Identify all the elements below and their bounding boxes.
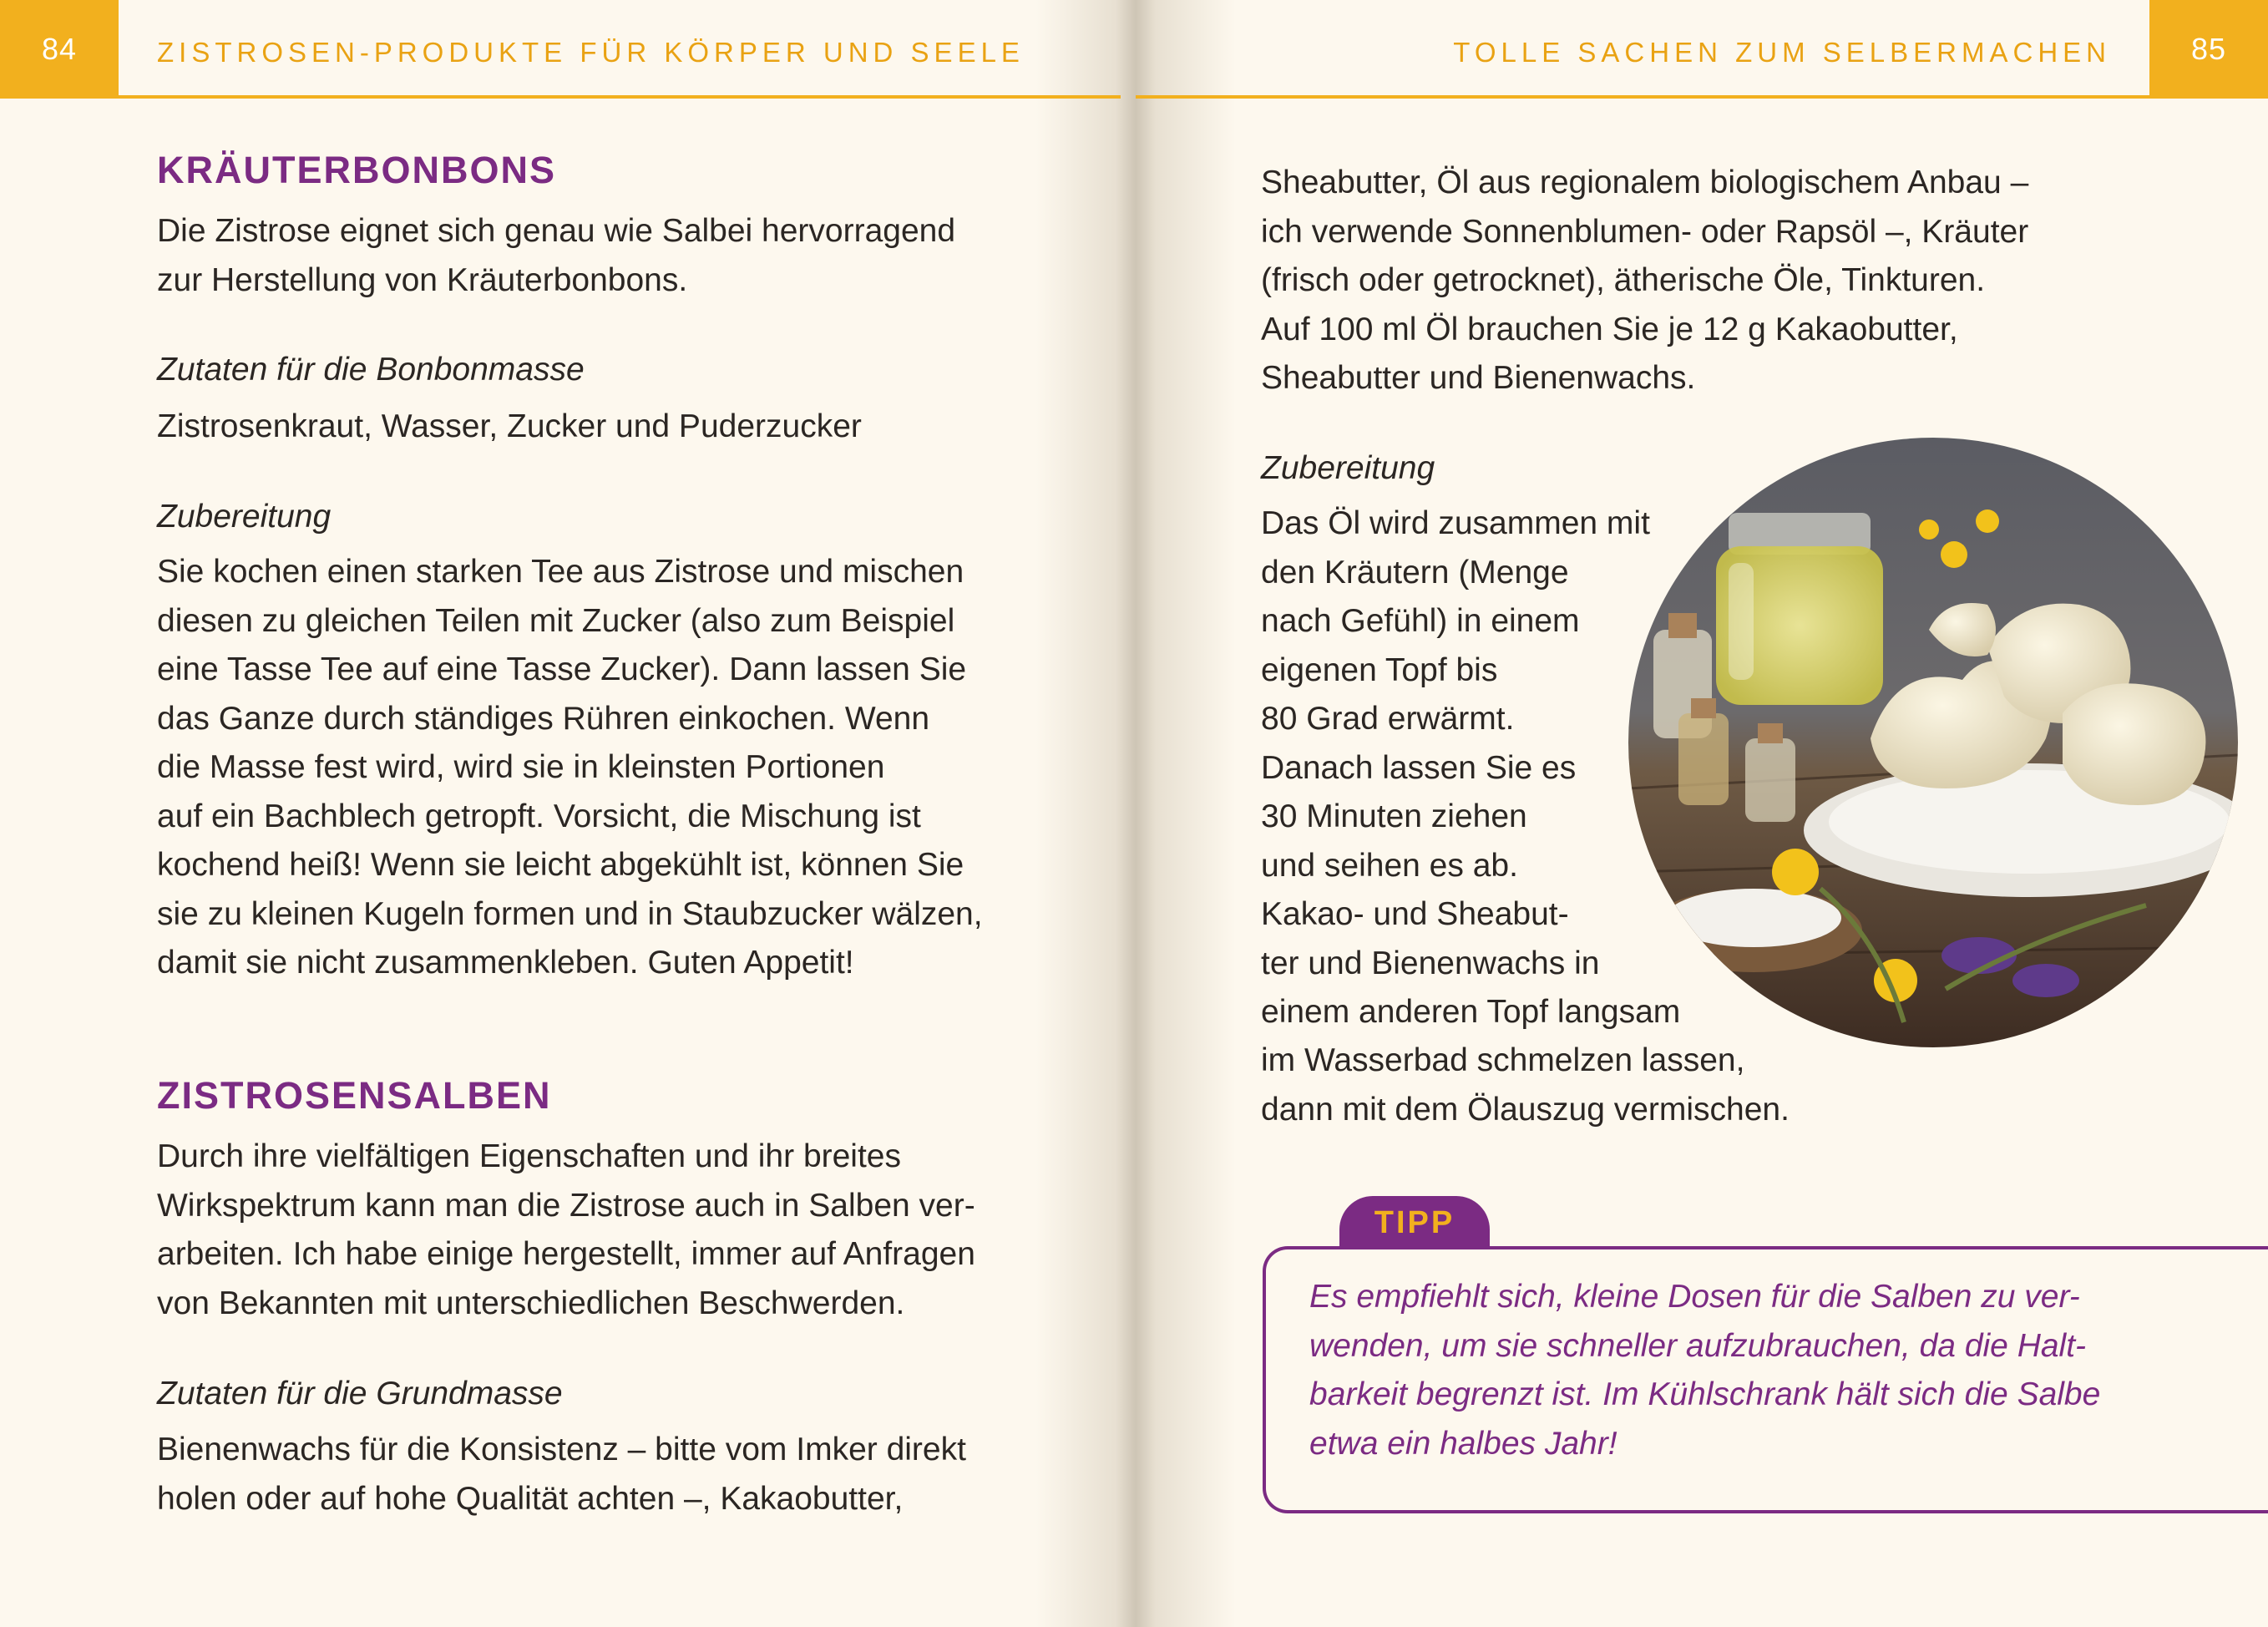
paragraph-salben-ingredients: Bienenwachs für die Konsistenz – bitte vom Imker direkt holen oder auf hohe Qualität achten –, Kakaobutter, [157, 1432, 966, 1517]
heading-kraeuterbonbons: KRÄUTERBONBONS [157, 149, 556, 191]
photo-illustration [1628, 438, 2238, 1047]
paragraph-salben-prep-end: im Wasserbad schmelzen lassen, dann mit dem Ölauszug vermischen. [1261, 1042, 1790, 1128]
heading-zistrosensalben: ZISTROSENSALBEN [157, 1074, 552, 1117]
tip-text: Es empfiehlt sich, kleine Dosen für die Salben zu ver- wenden, um sie schneller aufzubrauchen, da die Halt- barkeit begrenzt ist. Im Kühlschrank hält sich die Salbe etwa ein halbes Jahr! [1309, 1279, 2101, 1462]
photo-salve-ingredients [1628, 438, 2238, 1047]
page-number-left: 84 [0, 0, 119, 99]
header-rule-right [1136, 95, 2151, 99]
paragraph-ingredients-continued: Sheabutter, Öl aus regionalem biologischem Anbau – ich verwende Sonnenblumen- oder Rapsöl –, Kräuter (frisch oder getrocknet), ätherische Öle, Tinkturen. Auf 100 ml Öl brauchen Sie je 12 g Kakaobutter, Sheabutter und Bienenwachs. [1261, 165, 2029, 396]
paragraph-bonbon-prep: Sie kochen einen starken Tee aus Zistrose und mischen diesen zu gleichen Teilen mit Zucker (also zum Beispiel eine Tasse Tee auf eine Tasse Zucker). Dann lassen Sie das Ganze durch ständiges Rühren einkochen. Wenn die Masse fest wird, wird sie in kleinsten Portionen auf ein Bachblech getropft. Vorsicht, die Mischung ist kochend heiß! Wenn sie leicht abgekühlt ist, können Sie sie zu kleinen Kugeln formen und in Staubzucker wälzen, damit sie nicht zusammenkleben. Guten Appetit! [157, 554, 983, 981]
header-rule-left [119, 95, 1121, 99]
paragraph-bonbons-intro: Die Zistrose eignet sich genau wie Salbei hervorragend zur Herstellung von Kräuterbonbons. [157, 213, 956, 298]
tip-label: TIPP [1339, 1196, 1490, 1249]
book-gutter-shadow [1035, 0, 1236, 1627]
running-head-right: TOLLE SACHEN ZUM SELBERMACHEN [1453, 37, 2111, 68]
subheading-salben-prep: Zubereitung [1261, 450, 1435, 486]
paragraph-bonbon-ingredients: Zistrosenkraut, Wasser, Zucker und Puderzucker [157, 408, 862, 444]
subheading-salben-ingredients: Zutaten für die Grundmasse [157, 1376, 563, 1412]
subheading-bonbon-prep: Zubereitung [157, 499, 332, 535]
running-head-left: ZISTROSEN-PRODUKTE FÜR KÖRPER UND SEELE [157, 37, 1025, 68]
page-number-right: 85 [2149, 0, 2268, 99]
subheading-bonbon-ingredients: Zutaten für die Bonbonmasse [157, 352, 585, 388]
paragraph-salben-prep: Das Öl wird zusammen mit den Kräutern (Menge nach Gefühl) in einem eigenen Topf bis 80 Grad erwärmt. Danach lassen Sie es 30 Minuten ziehen und seihen es ab. Kakao- und Sheabut- ter und Bienenwachs in einem anderen Topf langsam [1261, 505, 1681, 1030]
paragraph-salben-intro: Durch ihre vielfältigen Eigenschaften und ihr breites Wirkspektrum kann man die Zistrose auch in Salben ver- arbeiten. Ich habe einige hergestellt, immer auf Anfragen von Bekannten mit unterschiedlichen Beschwerden. [157, 1138, 975, 1321]
